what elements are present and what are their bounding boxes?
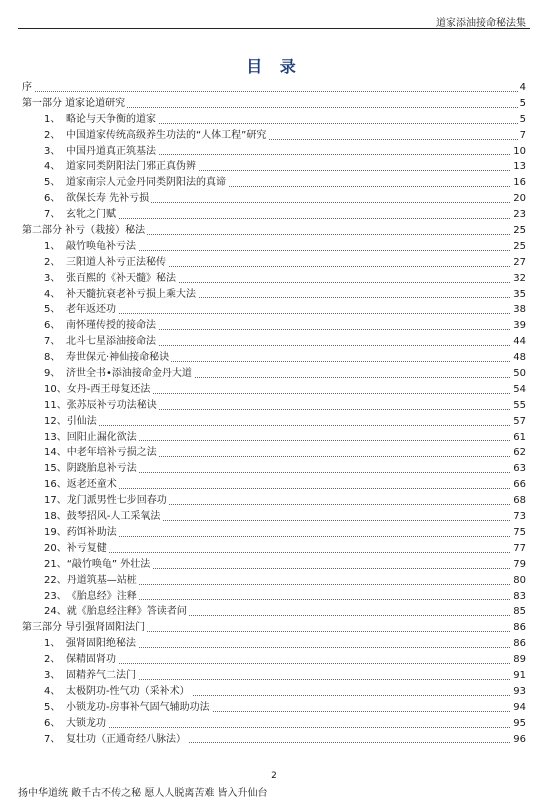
toc-entry[interactable]	[22, 175, 526, 191]
toc-entry-number: 4、	[44, 288, 61, 300]
toc-entry-label	[44, 702, 212, 713]
toc-entry-label	[44, 463, 139, 474]
toc-entry-text: 龙门派男性七步回春功	[66, 495, 167, 507]
toc-entry-number: 17、	[44, 495, 67, 507]
toc-entry-label	[44, 606, 189, 617]
toc-entry[interactable]	[22, 445, 526, 461]
toc-entry-text: 道家南宗人元金丹同类阴阳法的真谛	[66, 177, 226, 189]
toc-entry-label	[44, 559, 152, 570]
toc-entry[interactable]	[22, 525, 526, 541]
toc-entry-label	[44, 161, 198, 172]
toc-entry-label	[44, 447, 159, 458]
toc-entry[interactable]	[22, 207, 526, 223]
toc-entry[interactable]	[22, 302, 526, 318]
toc-entry-label	[44, 670, 138, 681]
toc-entry-number: 6、	[44, 320, 61, 332]
toc-entry-label	[44, 146, 158, 157]
toc-entry-text: 南怀瑾传授的接命法	[66, 320, 156, 332]
toc-entry-text: 女丹-西王母复还法	[66, 383, 151, 395]
toc-entry-text: 北斗七星添油接命法	[66, 336, 156, 348]
toc-entry-label	[44, 193, 151, 204]
toc-entry-text: 强肾固阳绝秘法	[66, 638, 136, 650]
toc-entry-text: 返老还童术	[66, 479, 117, 491]
toc-entry-label	[44, 304, 118, 315]
toc-entry-text: 太极阴功-性气功（采补术）	[66, 685, 190, 697]
toc-entry-number: 7、	[44, 733, 61, 745]
toc-entry-number: 1、	[44, 240, 61, 252]
toc-entry-text: 玄牝之门赋	[66, 209, 116, 221]
toc-entry-number: 20、	[44, 542, 67, 554]
toc-entry-label	[44, 654, 118, 665]
toc-entry-number: 16、	[44, 479, 67, 491]
toc-entry-page: 54	[511, 382, 526, 398]
toc-entry-text: 略论与天争衡的道家	[66, 113, 156, 125]
toc-entry-page: 73	[511, 509, 526, 525]
toc-entry-label	[44, 591, 139, 602]
toc-entry-text: 《胎息经》注释	[66, 590, 137, 602]
toc-entry-text: 阴跷胎息补亏法	[66, 463, 137, 475]
toc-entry-label	[44, 336, 158, 347]
toc-section-entry[interactable]	[22, 96, 526, 112]
toc-entry-page: 86	[511, 620, 526, 636]
toc-entry-number: 5、	[44, 177, 61, 189]
toc-entry-label	[44, 273, 178, 284]
toc-entry-number: 6、	[44, 717, 61, 729]
toc-entry[interactable]	[22, 668, 526, 684]
toc-entry[interactable]	[22, 350, 526, 366]
toc-entry-text: 第一部分 道家论道研究	[22, 97, 126, 109]
toc-entry-number: 9、	[44, 368, 61, 380]
toc-entry-number: 3、	[44, 272, 61, 284]
toc-entry-number: 7、	[44, 336, 61, 348]
toc-entry[interactable]	[22, 239, 526, 255]
toc-section-entry[interactable]	[22, 80, 526, 96]
toc-entry-number: 3、	[44, 669, 61, 681]
toc-entry[interactable]	[22, 493, 526, 509]
toc-entry-number: 22、	[44, 574, 67, 586]
toc-entry-page: 89	[511, 652, 526, 668]
toc-entry-label	[44, 257, 168, 268]
toc-entry-label	[44, 575, 139, 586]
toc-entry-text: 张百熙的《补天髓》秘法	[66, 272, 176, 284]
toc-entry[interactable]	[22, 684, 526, 700]
toc-entry-page: 55	[511, 398, 526, 414]
header-title: 道家添油接命秘法集	[436, 18, 526, 29]
toc-entry-page: 44	[511, 334, 526, 350]
toc-entry-label	[44, 400, 159, 411]
toc-entry-text: 回阳止漏化欲法	[66, 431, 137, 443]
toc-entry-text: 药饵补助法	[66, 526, 117, 538]
toc-entry-page: 96	[511, 732, 526, 748]
toc-entry-number: 7、	[44, 209, 61, 221]
toc-entry-page: 16	[511, 175, 526, 191]
toc-entry-page: 93	[511, 684, 526, 700]
toc-entry-page: 5	[518, 96, 526, 112]
toc-entry-page: 25	[511, 223, 526, 239]
toc-entry-text: 小锁龙功-房事补气固气辅助功法	[66, 701, 210, 713]
toc-entry-label	[44, 177, 228, 188]
toc-entry-page: 38	[511, 302, 526, 318]
toc-entry[interactable]	[22, 398, 526, 414]
toc-entry-text: 补亏复健	[66, 542, 107, 554]
page-number: 2	[271, 771, 277, 781]
toc-entry-text: 固精养气二法门	[66, 669, 136, 681]
toc-entry-page: 32	[511, 271, 526, 287]
toc-entry-number: 5、	[44, 304, 61, 316]
toc-entry-label	[44, 114, 158, 125]
toc-entry-page: 5	[518, 112, 526, 128]
toc-entry-text: 老年返还功	[66, 304, 116, 316]
toc-entry[interactable]	[22, 414, 526, 430]
toc-entry-text: 鼓琴招风-人工采氧法	[66, 511, 161, 523]
toc-entry-text: 第二部分 补亏（栽接）秘法	[22, 225, 146, 237]
toc-entry-text: 中老年培补亏损之法	[66, 447, 157, 459]
toc-entry-page: 23	[511, 207, 526, 223]
dot-leader	[44, 552, 526, 553]
toc-entry[interactable]	[22, 271, 526, 287]
toc-entry-page: 39	[511, 318, 526, 334]
toc-entry[interactable]	[22, 318, 526, 334]
toc-section-entry[interactable]	[22, 223, 526, 239]
footer-motto: 扬中华道统 敞千古不传之秘 愿人人脱离苦难 皆入升仙台	[18, 788, 268, 799]
toc-entry[interactable]	[22, 128, 526, 144]
toc-entry-label	[44, 527, 119, 538]
toc-entry-label	[44, 320, 158, 331]
toc-entry-text: 济世全书•添油接命金丹大道	[66, 368, 192, 380]
toc-entry[interactable]	[22, 255, 526, 271]
toc-entry-number: 5、	[44, 701, 61, 713]
toc-entry-page: 48	[511, 350, 526, 366]
toc-entry-label	[44, 718, 108, 729]
toc-entry-text: 中国丹道真正筑基法	[66, 145, 156, 157]
toc-entry-number: 11、	[44, 399, 67, 411]
toc-entry[interactable]	[22, 144, 526, 160]
toc-entry-page: 80	[511, 573, 526, 589]
toc-list	[22, 80, 526, 747]
toc-entry-number: 3、	[44, 145, 61, 157]
toc-entry-number: 19、	[44, 526, 67, 538]
toc-entry-page: 79	[511, 557, 526, 573]
toc-entry[interactable]	[22, 334, 526, 350]
toc-entry-page: 66	[511, 477, 526, 493]
dot-leader	[44, 425, 526, 426]
toc-entry-page: 68	[511, 493, 526, 509]
toc-entry[interactable]	[22, 366, 526, 382]
toc-entry-text: 寿世保元·神仙接命秘诀	[66, 352, 170, 364]
toc-entry-label	[44, 384, 152, 395]
toc-entry-number: 10、	[44, 383, 67, 395]
toc-entry-page: 85	[511, 604, 526, 620]
toc-entry[interactable]	[22, 604, 526, 620]
toc-entry-text: 敲竹唤龟补亏法	[66, 240, 136, 252]
toc-entry-number: 2、	[44, 256, 61, 268]
toc-entry[interactable]	[22, 700, 526, 716]
toc-entry[interactable]	[22, 732, 526, 748]
toc-entry-label	[44, 495, 169, 506]
toc-entry-page: 25	[511, 239, 526, 255]
toc-entry-number: 1、	[44, 638, 61, 650]
toc-entry[interactable]	[22, 509, 526, 525]
toc-section-entry[interactable]	[22, 620, 526, 636]
dot-leader	[44, 727, 526, 728]
toc-entry-label	[22, 225, 147, 236]
toc-entry-label	[44, 432, 139, 443]
toc-entry-label	[22, 98, 127, 109]
toc-entry-label	[44, 241, 138, 252]
toc-entry-page: 57	[511, 414, 526, 430]
toc-entry-text: 复壮功（正通奇经八脉法）	[66, 733, 186, 745]
toc-entry-label	[44, 289, 198, 300]
toc-entry-page: 86	[511, 636, 526, 652]
toc-entry-text: 保精固肾功	[66, 654, 116, 666]
toc-entry-page: 95	[511, 716, 526, 732]
toc-entry[interactable]	[22, 461, 526, 477]
toc-entry-number: 21、	[44, 558, 67, 570]
toc-entry-text: “敲竹唤龟” 外壮法	[66, 558, 151, 570]
toc-entry-number: 12、	[44, 415, 67, 427]
toc-entry[interactable]	[22, 716, 526, 732]
toc-entry-text: 第三部分 导引强肾固阳法门	[22, 622, 146, 634]
toc-entry-text: 三阳道人补亏正法秘传	[66, 256, 166, 268]
toc-entry-text: 中国道家传统高级养生功法的“人体工程”研究	[66, 129, 267, 141]
toc-entry[interactable]	[22, 382, 526, 398]
toc-entry[interactable]	[22, 557, 526, 573]
dot-leader	[22, 91, 526, 92]
toc-entry-number: 6、	[44, 193, 61, 205]
toc-entry-label	[44, 638, 138, 649]
toc-entry-number: 18、	[44, 511, 67, 523]
toc-entry-page: 94	[511, 700, 526, 716]
toc-entry-page: 91	[511, 668, 526, 684]
toc-entry[interactable]	[22, 159, 526, 175]
toc-entry-text: 道家同类阴阳法门邪正真伪辨	[66, 161, 196, 173]
toc-entry-number: 15、	[44, 463, 67, 475]
toc-entry-text: 序	[22, 82, 32, 93]
toc-entry-page: 50	[511, 366, 526, 382]
toc-entry-text: 张苏辰补亏功法秘诀	[66, 399, 157, 411]
toc-entry-text: 引仙法	[66, 415, 97, 427]
toc-entry-page: 7	[518, 128, 526, 144]
toc-entry-text: 丹道筑基—站桩	[66, 574, 137, 586]
toc-entry-page: 4	[518, 80, 526, 96]
toc-entry-label	[44, 368, 194, 379]
toc-entry-page: 10	[511, 144, 526, 160]
toc-entry-number: 8、	[44, 352, 61, 364]
toc-entry[interactable]	[22, 477, 526, 493]
toc-entry-number: 2、	[44, 129, 61, 141]
toc-entry-label	[44, 686, 192, 697]
toc-entry-label	[44, 543, 109, 554]
toc-entry-label	[44, 511, 162, 522]
toc-entry[interactable]	[22, 112, 526, 128]
toc-entry-page: 61	[511, 430, 526, 446]
toc-entry-number: 24、	[44, 606, 67, 618]
toc-entry[interactable]	[22, 541, 526, 557]
toc-entry[interactable]	[22, 573, 526, 589]
toc-entry-label	[22, 82, 34, 93]
toc-title: 目 录	[246, 57, 302, 76]
toc-entry-label	[44, 734, 188, 745]
toc-entry-number: 4、	[44, 161, 61, 173]
toc-entry[interactable]	[22, 652, 526, 668]
toc-entry-label	[22, 622, 147, 633]
toc-entry-page: 20	[511, 191, 526, 207]
toc-entry[interactable]	[22, 287, 526, 303]
toc-entry-page: 83	[511, 589, 526, 605]
toc-entry[interactable]	[22, 430, 526, 446]
toc-entry[interactable]	[22, 191, 526, 207]
toc-entry-text: 就《胎息经注释》答读者问	[66, 606, 187, 618]
toc-entry-page: 77	[511, 541, 526, 557]
toc-entry-label	[44, 416, 99, 427]
toc-entry-label	[44, 130, 268, 141]
toc-entry-page: 62	[511, 445, 526, 461]
toc-entry-label	[44, 479, 119, 490]
toc-entry-number: 13、	[44, 431, 67, 443]
toc-entry-page: 63	[511, 461, 526, 477]
toc-entry-number: 4、	[44, 685, 61, 697]
toc-entry-number: 1、	[44, 113, 61, 125]
toc-entry-label	[44, 209, 118, 220]
toc-entry-page: 75	[511, 525, 526, 541]
toc-entry-text: 大锁龙功	[66, 717, 106, 729]
toc-entry-label	[44, 352, 171, 363]
toc-entry-text: 补天髓抗衰老补亏损上乘大法	[66, 288, 196, 300]
toc-entry-page: 35	[511, 287, 526, 303]
toc-entry-number: 23、	[44, 590, 67, 602]
toc-entry[interactable]	[22, 589, 526, 605]
toc-entry[interactable]	[22, 636, 526, 652]
toc-entry-text: 欲保长寿 先补亏损	[66, 193, 150, 205]
toc-entry-page: 27	[511, 255, 526, 271]
toc-entry-number: 2、	[44, 654, 61, 666]
toc-entry-page: 13	[511, 159, 526, 175]
toc-entry-number: 14、	[44, 447, 67, 459]
page-header	[18, 6, 530, 29]
